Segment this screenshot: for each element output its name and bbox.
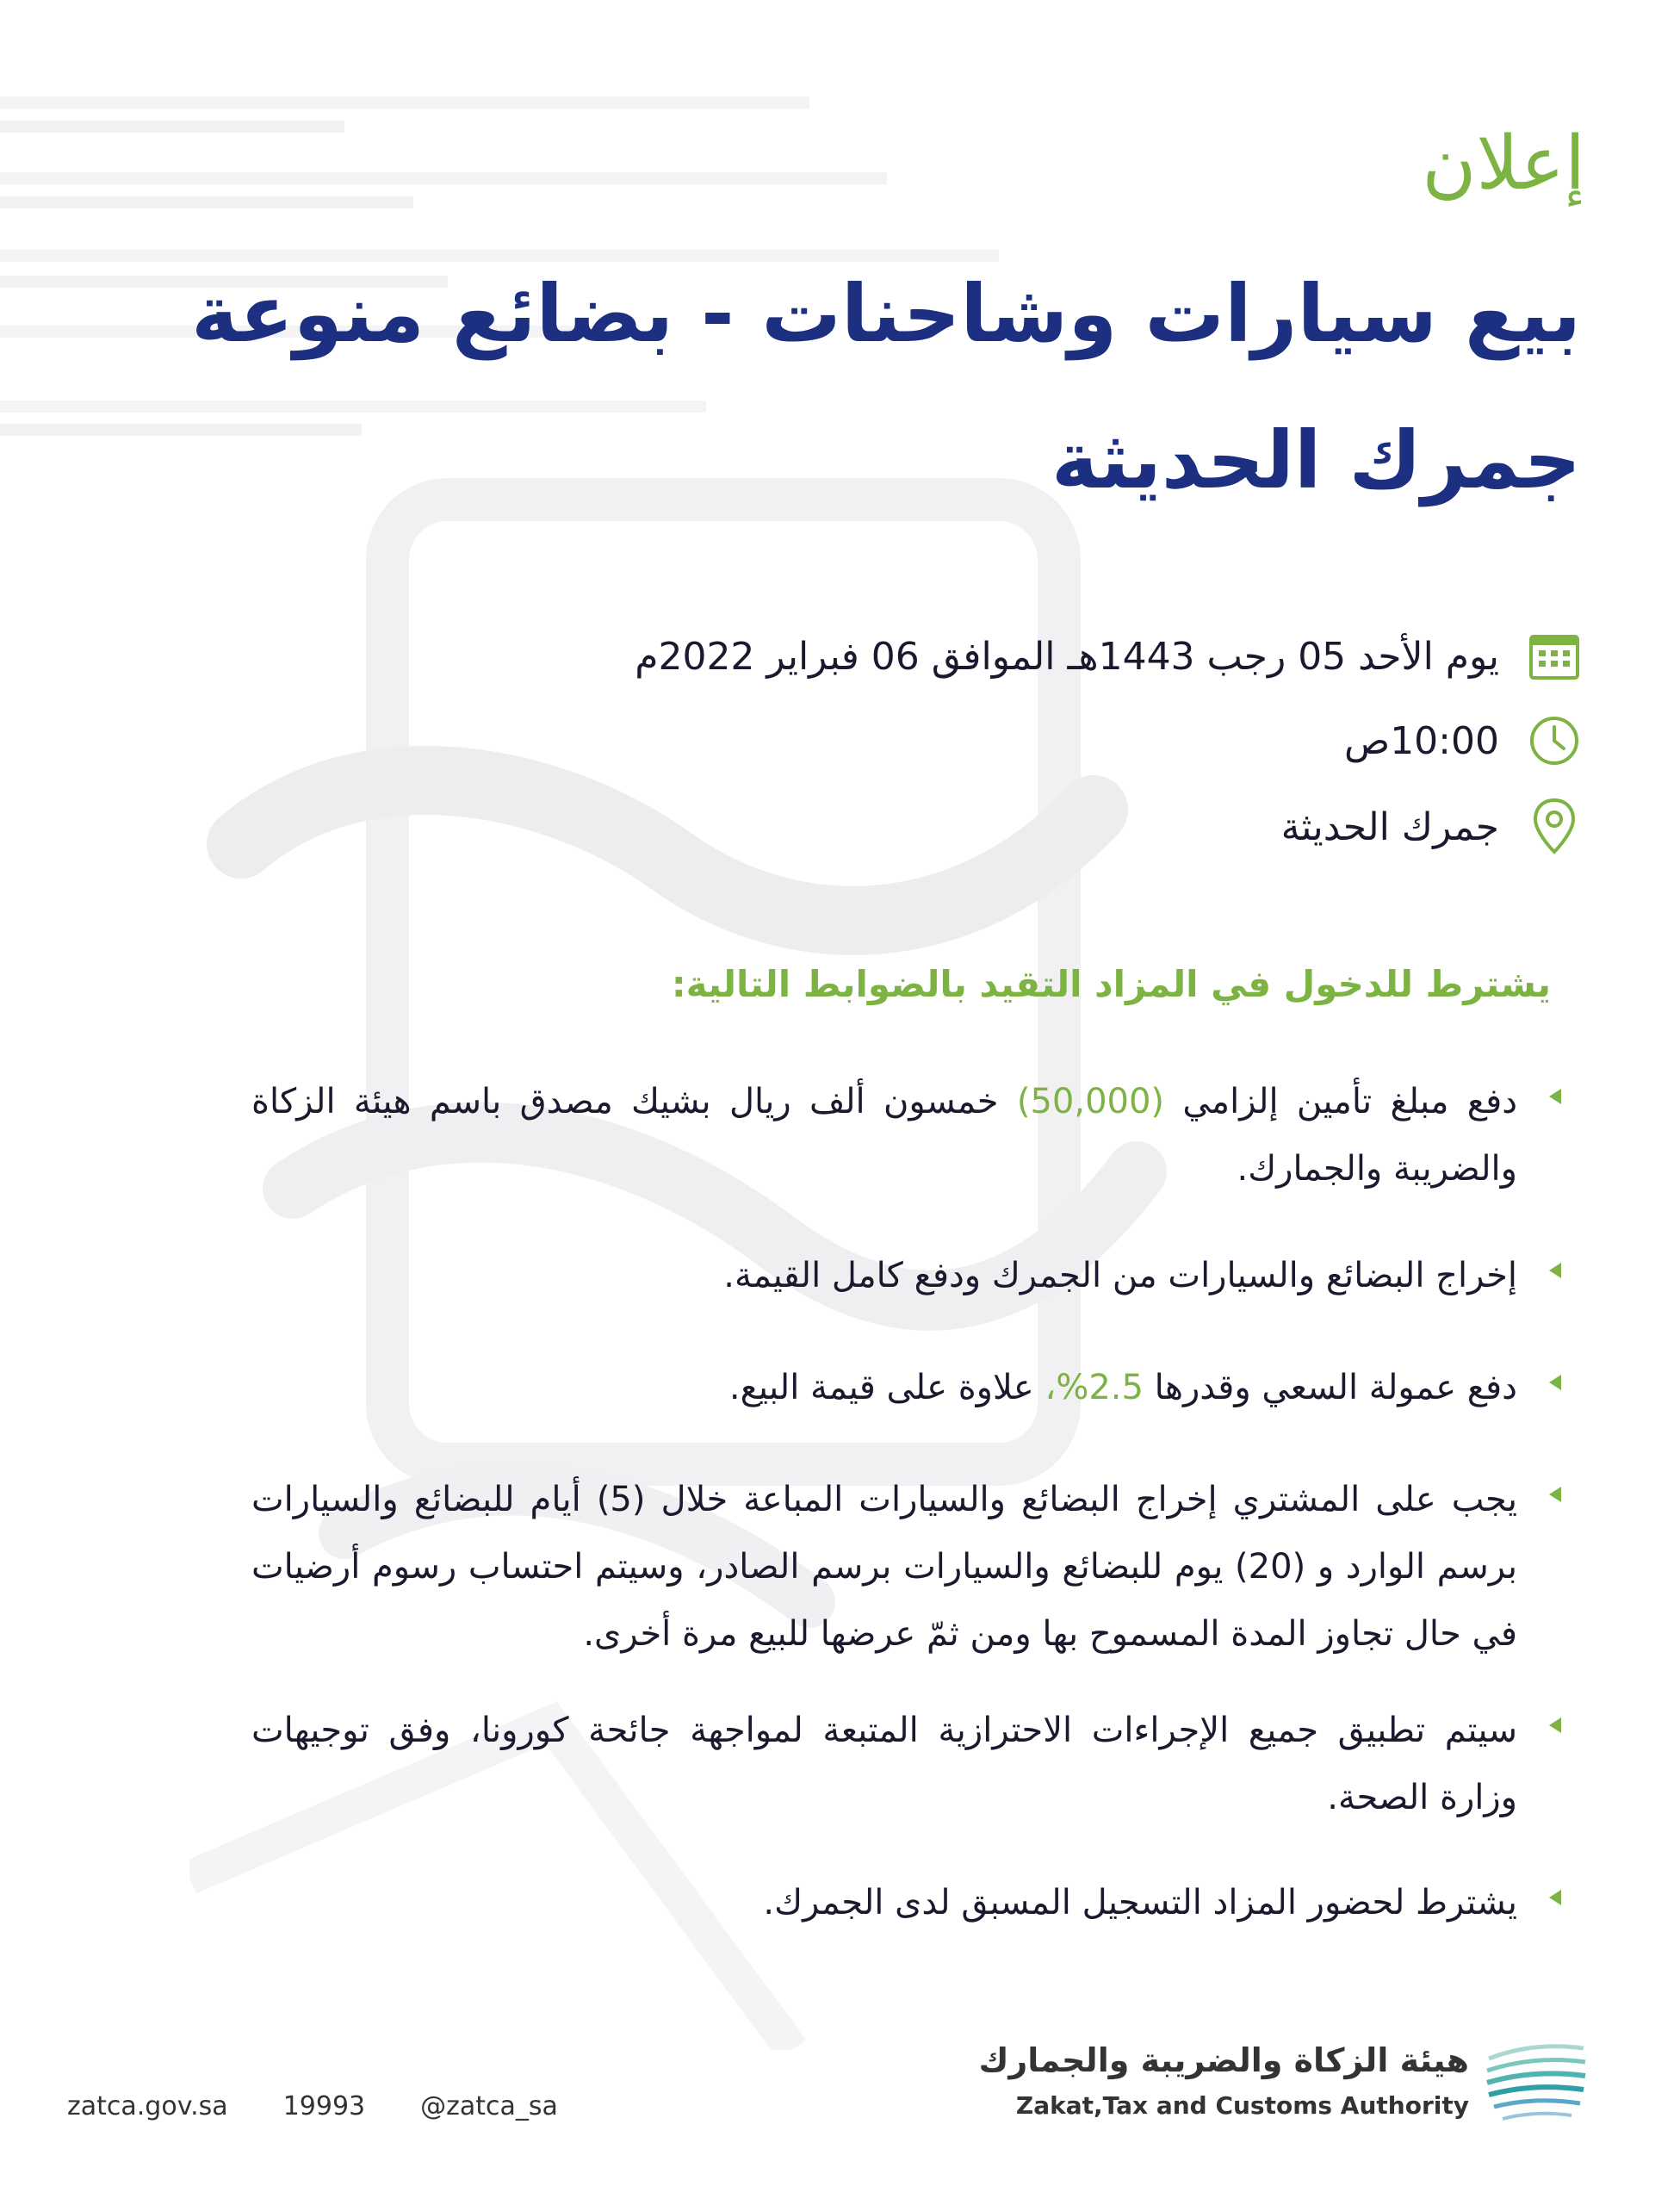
auction-time: 10:00ص — [1343, 718, 1499, 763]
condition-item-3 — [203, 1354, 1581, 1421]
condition-4-text: يجب على المشتري إخراج البضائع والسيارات المباعة خلال (5) أيام للبضائع والسيارات برسم الوارد و (20) يوم للبضائع والسيارات برسم الصادر، وسيتم احتساب رسوم أرضيات في حال تجاوز المدة المسموح بها ومن ثمّ عرضها للبيع مرة أخرى. — [251, 1480, 1517, 1654]
condition-1-text-a: دفع مبلغ تأمين إلزامي — [1164, 1082, 1518, 1121]
auction-location: جمرك الحديثة — [1280, 804, 1499, 849]
info-time-row — [380, 706, 1585, 775]
auction-date: يوم الأحد 05 رجب 1443هـ الموافق 06 فبراير 2022م — [635, 634, 1499, 679]
condition-item-2 — [203, 1242, 1581, 1309]
condition-3-text-a: دفع عمولة السعي وقدرها — [1143, 1368, 1517, 1407]
bullet-triangle-icon — [1529, 1068, 1581, 1202]
announcement-label: إعلان — [1422, 121, 1585, 207]
info-date-row — [380, 622, 1585, 691]
clock-icon — [1523, 710, 1585, 772]
condition-item-1 — [203, 1068, 1581, 1202]
bullet-triangle-icon — [1529, 1697, 1581, 1831]
zatca-logo-icon — [1482, 2033, 1590, 2136]
social-handle[interactable]: @zatca_sa — [420, 2091, 558, 2121]
bullet-triangle-icon — [1529, 1466, 1581, 1668]
title-line-2: جمرك الحديثة — [1051, 414, 1581, 506]
condition-1-amount: (50,000) — [1016, 1082, 1165, 1121]
bullet-triangle-icon — [1529, 1242, 1581, 1309]
bullet-triangle-icon — [1529, 1869, 1581, 1936]
website-link[interactable]: zatca.gov.sa — [67, 2091, 228, 2121]
calendar-icon — [1523, 625, 1585, 687]
conditions-heading: يشترط للدخول في المزاد التقيد بالضوابط التالية: — [671, 963, 1551, 1005]
condition-3-text-b: علاوة على قيمة البيع. — [728, 1368, 1045, 1407]
condition-item-4 — [203, 1466, 1581, 1668]
condition-item-6 — [203, 1869, 1581, 1936]
condition-item-5 — [203, 1697, 1581, 1831]
condition-1-text-b: خمسون ألف ريال بشيك مصدق باسم هيئة الزكاة والضريبة والجمارك. — [251, 1082, 1517, 1189]
condition-5-text: سيتم تطبيق جميع الإجراءات الاحترازية المتبعة لمواجهة جائحة كورونا، وفق توجيهات وزارة الصحة. — [251, 1711, 1517, 1817]
bullet-triangle-icon — [1529, 1354, 1581, 1421]
condition-6-text: يشترط لحضور المزاد التسجيل المسبق لدى الجمرك. — [763, 1883, 1517, 1922]
page-title — [191, 241, 1581, 534]
title-line-1: بيع سيارات وشاحنات - بضائع منوعة — [191, 268, 1581, 360]
condition-3-rate: 2.5%، — [1045, 1368, 1144, 1407]
phone-number: 19993 — [282, 2091, 366, 2121]
org-name-english: Zakat,Tax and Customs Authority — [1015, 2091, 1469, 2120]
info-location-row — [380, 792, 1585, 861]
footer-contacts — [67, 2091, 558, 2121]
org-name-arabic: هيئة الزكاة والضريبة والجمارك — [978, 2041, 1469, 2079]
condition-2-text: إخراج البضائع والسيارات من الجمرك ودفع كامل القيمة. — [723, 1256, 1517, 1295]
location-pin-icon — [1523, 796, 1585, 858]
